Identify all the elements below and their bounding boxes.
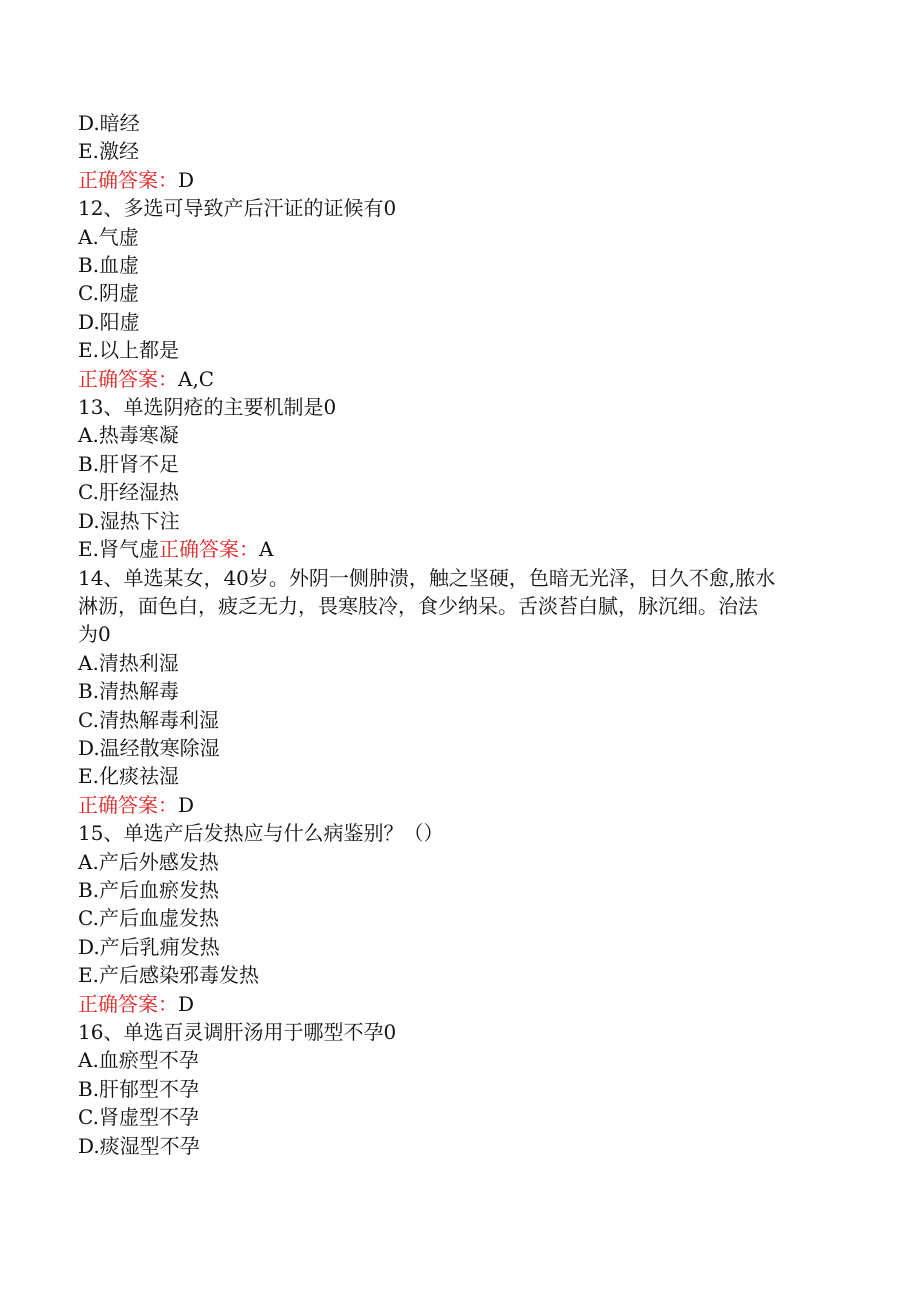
- q14-stem-line-2: 淋沥，面色白，疲乏无力，畏寒肢冷，食少纳呆。舌淡苔白腻，脉沉细。治法: [78, 593, 758, 618]
- q15-option-b: B.产后血瘀发热: [78, 877, 220, 902]
- q14-option-c: C.清热解毒利湿: [78, 707, 219, 732]
- q12-answer: [78, 365, 838, 393]
- q12-option-a: A.气虚: [78, 224, 139, 249]
- answer-label: 正确答案：: [78, 991, 178, 1016]
- answer-label: 正确答案：: [158, 537, 259, 562]
- q14-stem-line-3: 为0: [78, 622, 111, 647]
- q16-option-a: A.血瘀型不孕: [78, 1048, 199, 1073]
- q14-option-e: E.化痰祛湿: [78, 764, 179, 789]
- answer-value: A,C: [178, 366, 215, 391]
- answer-label: 正确答案：: [78, 792, 178, 817]
- question-content: [78, 109, 838, 1160]
- q15-option-d: D.产后乳痈发热: [78, 934, 220, 959]
- answer-value: A: [258, 537, 274, 562]
- q16-stem: 16、单选百灵调肝汤用于哪型不孕0: [78, 1020, 397, 1044]
- q11-answer: [78, 166, 838, 194]
- q14-option-b: B.清热解毒: [78, 679, 180, 704]
- q13-option-a: A.热毒寒凝: [78, 423, 179, 448]
- q12-option-e: E.以上都是: [78, 338, 179, 363]
- q13-option-d: D.湿热下注: [78, 508, 180, 533]
- answer-value: D: [178, 991, 195, 1016]
- q16-option-c: C.肾虚型不孕: [78, 1105, 199, 1130]
- q15-option-a: A.产后外感发热: [78, 849, 219, 874]
- q15-option-c: C.产后血虚发热: [78, 906, 219, 931]
- q13-option-e: E.肾气虚: [78, 537, 159, 562]
- answer-label: 正确答案：: [78, 167, 178, 192]
- answer-value: D: [178, 792, 195, 817]
- q14-stem-line-1: 14、单选某女，40岁。外阴一侧肿溃，触之坚硬，色暗无光泽，日久不愈,脓水: [78, 565, 776, 590]
- q12-option-c: C.阴虚: [78, 281, 139, 306]
- q15-answer: [78, 990, 838, 1018]
- q13-option-b: B.肝肾不足: [78, 451, 180, 476]
- q13-stem: 13、单选阴疮的主要机制是0: [78, 395, 337, 420]
- answer-label: 正确答案：: [78, 366, 178, 391]
- q14-answer: [78, 791, 838, 819]
- q15-stem: 15、单选产后发热应与什么病鉴别？（）: [78, 821, 444, 846]
- q16-option-b: B.肝郁型不孕: [78, 1076, 200, 1101]
- q12-option-b: B.血虚: [78, 253, 140, 278]
- q11-option-d: D.暗经: [78, 111, 140, 135]
- q13-option-c: C.肝经湿热: [78, 480, 179, 505]
- q13-option-e-with-answer: [78, 535, 838, 563]
- q12-option-d: D.阳虚: [78, 309, 140, 334]
- q14-option-a: A.清热利湿: [78, 650, 179, 675]
- q16-option-d: D.痰湿型不孕: [78, 1133, 200, 1158]
- answer-value: D: [178, 167, 195, 192]
- q11-option-e: E.激经: [78, 139, 139, 164]
- q15-option-e: E.产后感染邪毒发热: [78, 963, 259, 988]
- q14-option-d: D.温经散寒除湿: [78, 735, 220, 760]
- q12-stem: 12、多选可导致产后汗证的证候有0: [78, 196, 397, 221]
